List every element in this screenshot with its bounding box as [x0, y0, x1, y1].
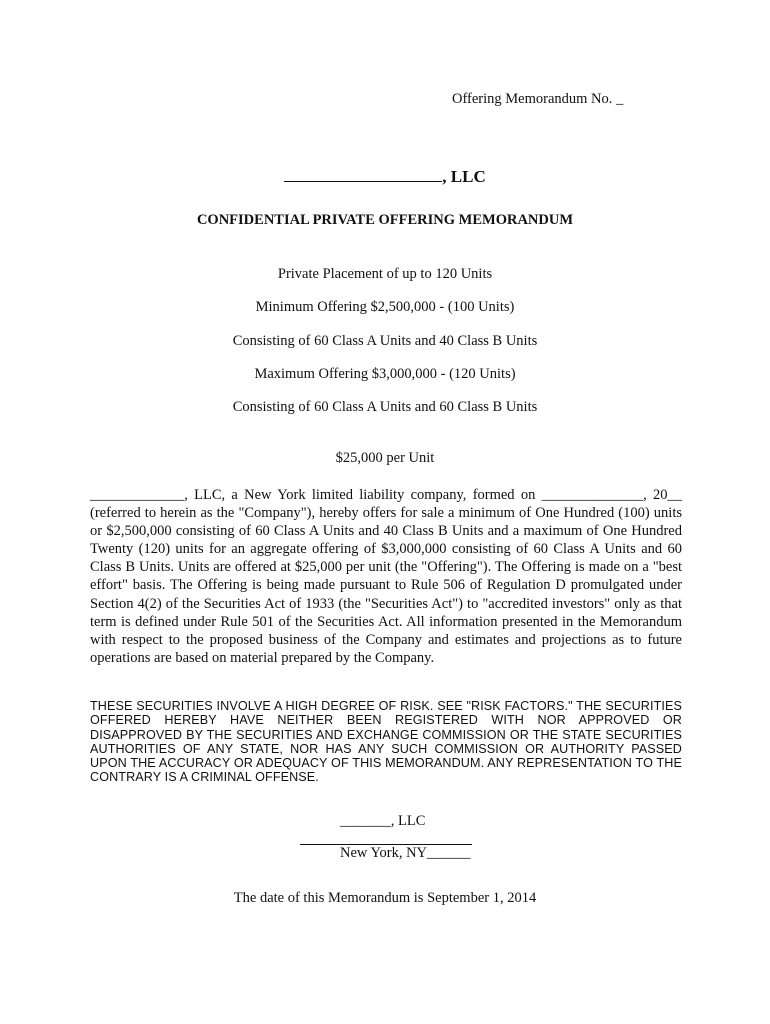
signature-company-line: _______, LLC — [340, 813, 426, 829]
company-name-blank — [284, 164, 442, 182]
document-title: CONFIDENTIAL PRIVATE OFFERING MEMORANDUM — [196, 212, 574, 228]
company-suffix: , LLC — [442, 167, 486, 186]
offering-line-placement: Private Placement of up to 120 Units — [277, 266, 493, 282]
price-per-unit: $25,000 per Unit — [335, 450, 435, 466]
risk-disclaimer-paragraph: THESE SECURITIES INVOLVE A HIGH DEGREE OF RISK. SEE "RISK FACTORS." THE SECURITIES OFFERED HEREBY HAVE NEITHER BEEN REGISTERED WITH NOR APPROVED OR DISAPPROVED BY THE SECURITIES AND EXCHANGE COMMISSION OR THE STATE SECURITIES AUTHORITIES OF ANY STATE, NOR HAS ANY SUCH COMMISSION OR AUTHORITY PASSED UPON THE ACCURACY OR ADEQUACY OF THIS MEMORANDUM. ANY REPRESENTATION TO THE CONTRARY IS A CRIMINAL OFFENSE. — [90, 699, 682, 785]
offering-line-maximum-composition: Consisting of 60 Class A Units and 60 Class B Units — [232, 399, 538, 415]
signature-city-line: New York, NY______ — [340, 845, 471, 861]
offering-line-maximum: Maximum Offering $3,000,000 - (120 Units) — [254, 366, 516, 382]
memorandum-date: The date of this Memorandum is September 1, 2014 — [233, 890, 537, 906]
offering-line-minimum-composition: Consisting of 60 Class A Units and 40 Class B Units — [232, 333, 538, 349]
company-name-line — [0, 164, 770, 187]
memorandum-number: Offering Memorandum No. _ — [452, 91, 624, 107]
offering-description-paragraph: _____________, LLC, a New York limited liability company, formed on ______________, 20__ (referred to herein as the "Company"), hereby offers for sale a minimum of One Hundred (100) units or $2,500,000 consisting of 60 Class A Units and 40 Class B Units and a maximum of One Hundred Twenty (120) units for an aggregate offering of $3,000,000 consisting of 60 Class A Units and 60 Class B Units. Units are offered at $25,000 per unit (the "Offering"). The Offering is made on a "best effort" basis. The Offering is being made pursuant to Rule 506 of Regulation D promulgated under Section 4(2) of the Securities Act of 1933 (the "Securities Act") to "accredited investors" only as that term is defined under Rule 501 of the Securities Act. All information presented in the Memorandum with respect to the proposed business of the Company and estimates and projections as to future operations are based on material prepared by the Company. — [90, 487, 682, 666]
offering-line-minimum: Minimum Offering $2,500,000 - (100 Units) — [255, 299, 515, 315]
